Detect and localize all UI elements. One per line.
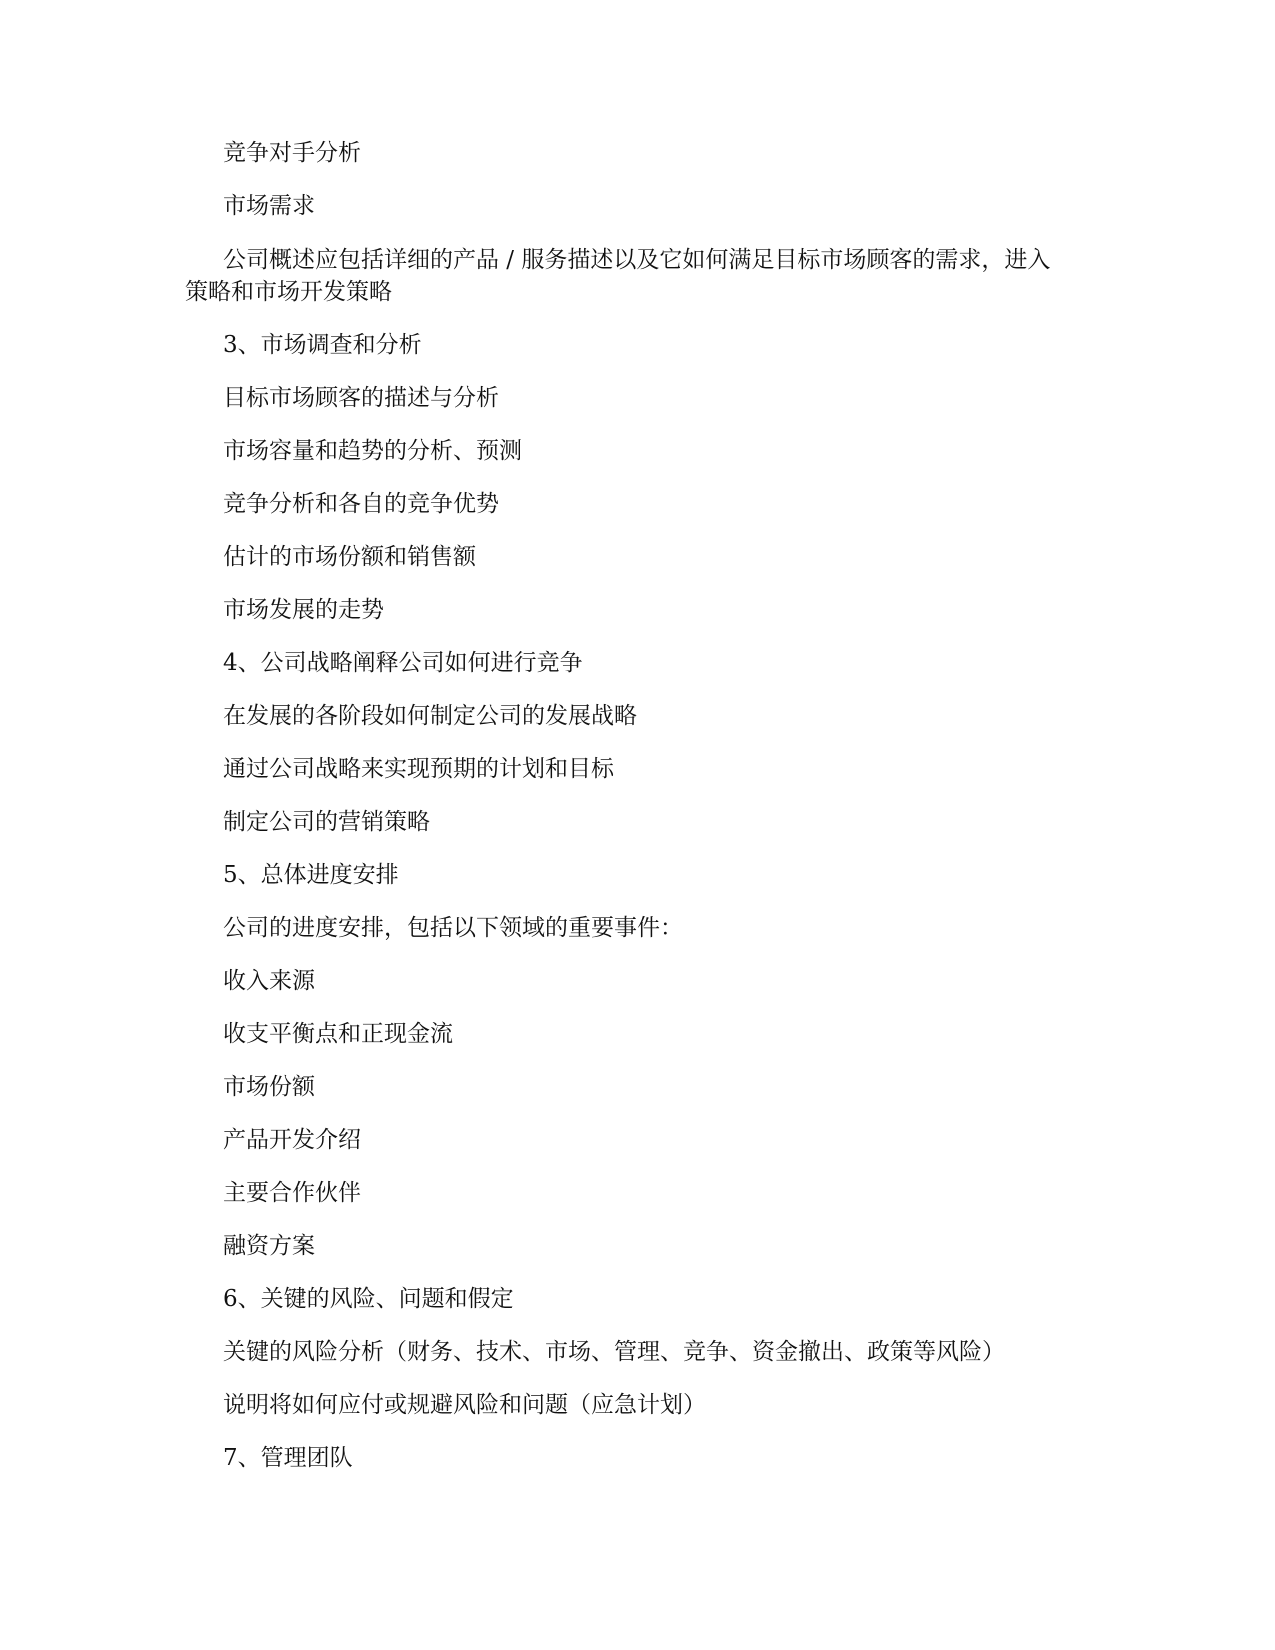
paragraph-marketing-strategy: 制定公司的营销策略 (223, 809, 430, 835)
paragraph-market-share: 市场份额 (223, 1074, 315, 1100)
paragraph-market-share-estimate: 估计的市场份额和销售额 (223, 544, 476, 570)
paragraph-breakeven: 收支平衡点和正现金流 (223, 1021, 453, 1047)
paragraph-strategy-goals: 通过公司战略来实现预期的计划和目标 (223, 756, 614, 782)
section-heading-5: 5、总体进度安排 (223, 862, 399, 888)
section-heading-3: 3、市场调查和分析 (223, 332, 422, 358)
document-body (185, 138, 1085, 1496)
paragraph-competitor-analysis: 竞争对手分析 (223, 140, 361, 166)
section-heading-4: 4、公司战略阐释公司如何进行竞争 (223, 650, 583, 676)
paragraph-company-overview: 公司概述应包括详细的产品 / 服务描述以及它如何满足目标市场顾客的需求，进入策略和市场开发策略 (185, 247, 1051, 305)
paragraph-stage-strategy: 在发展的各阶段如何制定公司的发展战略 (223, 703, 637, 729)
paragraph-product-development: 产品开发介绍 (223, 1127, 361, 1153)
paragraph-revenue-source: 收入来源 (223, 968, 315, 994)
paragraph-market-demand: 市场需求 (223, 193, 315, 219)
paragraph-competition-analysis: 竞争分析和各自的竞争优势 (223, 491, 499, 517)
paragraph-contingency: 说明将如何应付或规避风险和问题（应急计划） (223, 1392, 706, 1418)
paragraph-partners: 主要合作伙伴 (223, 1180, 361, 1206)
paragraph-market-capacity: 市场容量和趋势的分析、预测 (223, 438, 522, 464)
section-heading-7: 7、管理团队 (223, 1445, 353, 1471)
paragraph-risk-analysis: 关键的风险分析（财务、技术、市场、管理、竞争、资金撤出、政策等风险） (223, 1339, 1005, 1365)
paragraph-target-customers: 目标市场顾客的描述与分析 (223, 385, 499, 411)
section-heading-6: 6、关键的风险、问题和假定 (223, 1286, 514, 1312)
paragraph-market-trend: 市场发展的走势 (223, 597, 384, 623)
paragraph-schedule-intro: 公司的进度安排，包括以下领域的重要事件： (223, 915, 683, 941)
paragraph-financing: 融资方案 (223, 1233, 315, 1259)
